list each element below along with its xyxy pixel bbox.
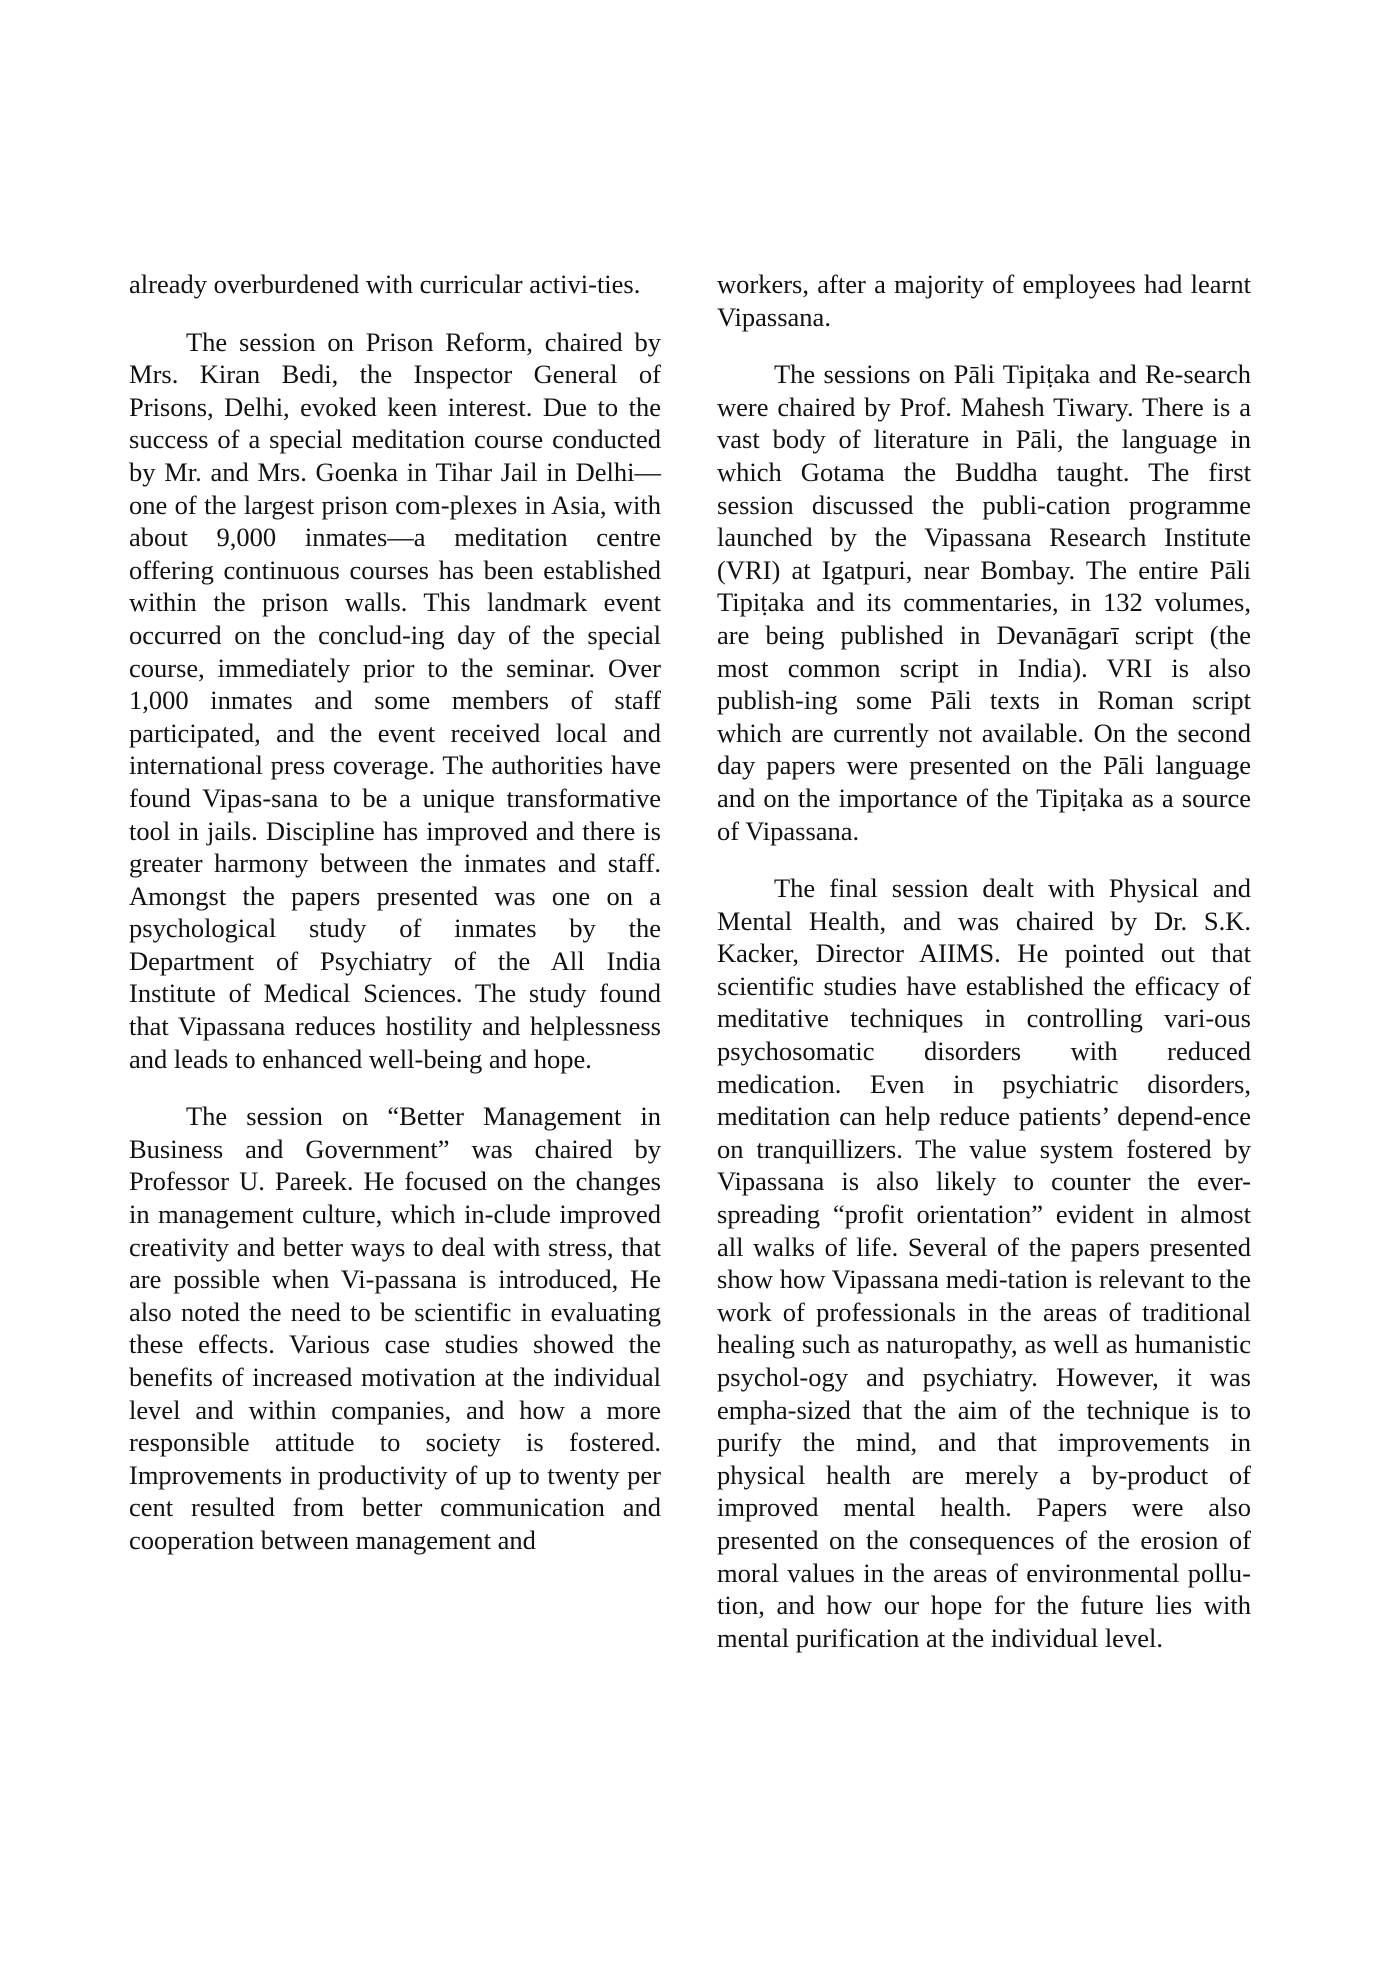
right-column (717, 268, 1251, 1679)
paragraph-better-management: The session on “Better Management in Business and Government” was chaired by Professor U. Pareek. He focused on the changes in management culture, which in-clude improved creativity and better ways to deal with stress, that are possible when Vi-passana is introduced, He also noted the need to be scientific in evaluating these effects. Various case studies showed the benefits of increased motivation at the individual level and within companies, and how a more responsible attitude to society is fostered. Improvements in productivity of up to twenty per cent resulted from better communication and cooperation between management and (129, 1101, 661, 1555)
paragraph-physical-mental-health: The final session dealt with Physical and Mental Health, and was chaired by Dr. S.K. Kacker, Director AIIMS. He pointed out that scientific studies have established the efficacy of meditative techniques in controlling vari-ous psychosomatic disorders with reduced medication. Even in psychiatric disorders, meditation can help reduce patients’ depend-ence on tranquillizers. The value system fostered by Vipassana is also likely to counter the ever-spreading “profit orientation” evident in almost all walks of life. Several of the papers presented show how Vipassana medi-tation is relevant to the work of professionals in the areas of traditional healing such as naturopathy, as well as humanistic psychol-ogy and psychiatry. However, it was empha-sized that the aim of the technique is to purify the mind, and that improvements in physical health are merely a by-product of improved mental health. Papers were also presented on the consequences of the erosion of moral values in the areas of environmental pollu-tion, and how our hope for the future lies with mental purification at the individual level. (717, 873, 1251, 1653)
paragraph-prison-reform: The session on Prison Reform, chaired by Mrs. Kiran Bedi, the Inspector General of Prisons, Delhi, evoked keen interest. Due to the success of a special meditation course conducted by Mr. and Mrs. Goenka in Tihar Jail in Delhi—one of the largest prison com-plexes in Asia, with about 9,000 inmates—a meditation centre offering continuous courses has been established within the prison walls. This landmark event occurred on the conclud-ing day of the special course, immediately prior to the seminar. Over 1,000 inmates and some members of staff participated, and the event received local and international press coverage. The authorities have found Vipas-sana to be a unique transformative tool in jails. Discipline has improved and there is greater harmony between the inmates and staff. Amongst the papers presented was one on a psychological study of inmates by the Department of Psychiatry of the All India Institute of Medical Sciences. The study found that Vipassana reduces hostility and helplessness and leads to enhanced well-being and hope. (129, 326, 661, 1074)
paragraph-workers: workers, after a majority of employees had learnt Vipassana. (717, 269, 1251, 332)
left-column (129, 268, 661, 1582)
paragraph-pali-tipitaka: The sessions on Pāli Tipiṭaka and Re-search were chaired by Prof. Mahesh Tiwary. There is a vast body of literature in Pāli, the language in which Gotama the Buddha taught. The first session discussed the publi-cation programme launched by the Vipassana Research Institute (VRI) at Igatpuri, near Bombay. The entire Pāli Tipiṭaka and its commentaries, in 132 volumes, are being published in Devanāgarī script (the most common script in India). VRI is also publish-ing some Pāli texts in Roman script which are currently not available. On the second day papers were presented on the Pāli language and on the importance of the Tipiṭaka as a source of Vipassana. (717, 359, 1251, 846)
paragraph-curricular: already overburdened with curricular activi-ties. (129, 269, 641, 299)
